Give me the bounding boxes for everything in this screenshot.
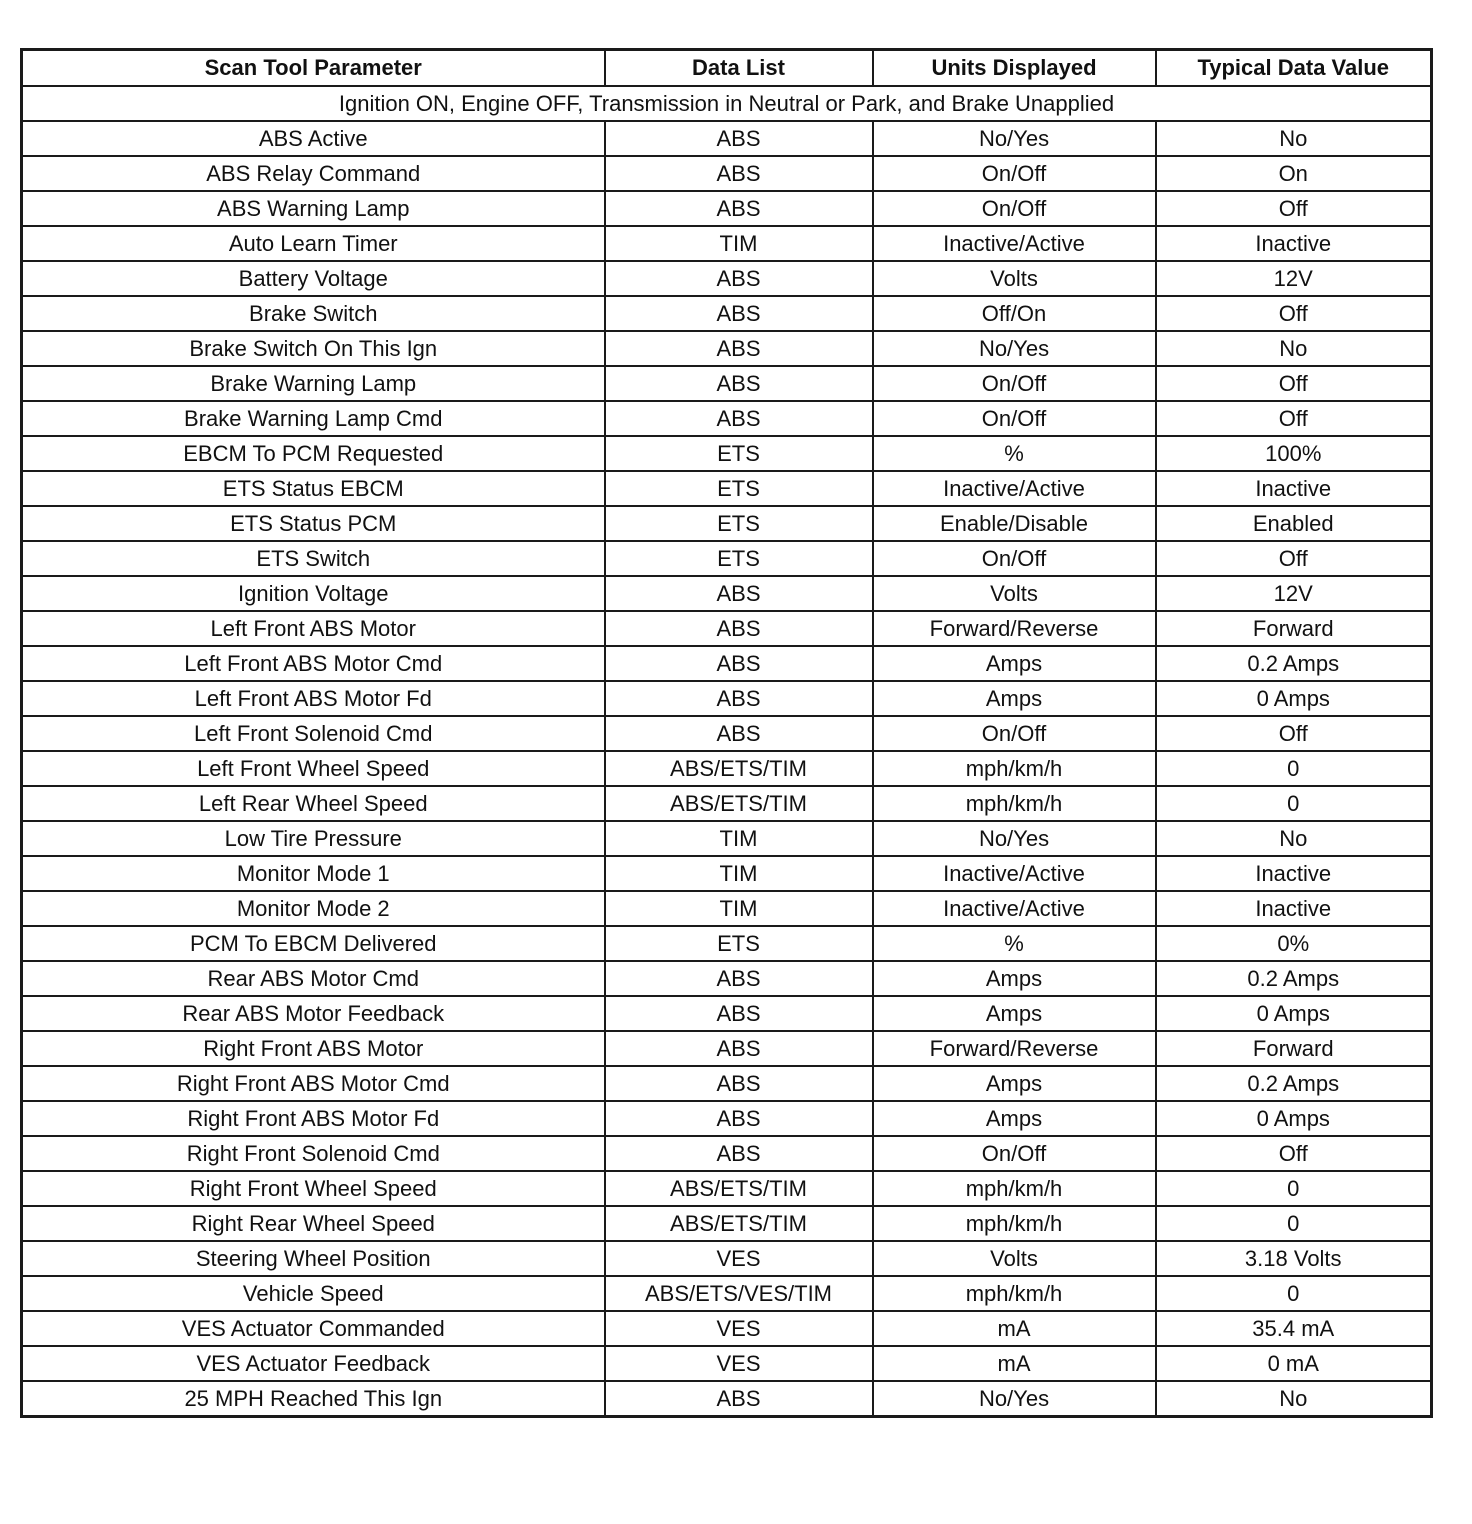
cell-data-list: ABS [605, 961, 873, 996]
table-row [22, 156, 1432, 191]
table-row [22, 366, 1432, 401]
cell-parameter: VES Actuator Feedback [22, 1346, 605, 1381]
cell-parameter: Right Rear Wheel Speed [22, 1206, 605, 1241]
cell-data-list: ABS [605, 1031, 873, 1066]
table-row [22, 261, 1432, 296]
table-row [22, 1276, 1432, 1311]
cell-typical-value: 3.18 Volts [1156, 1241, 1432, 1276]
cell-units: No/Yes [873, 821, 1156, 856]
cell-data-list: ABS [605, 296, 873, 331]
cell-typical-value: 100% [1156, 436, 1432, 471]
cell-units: On/Off [873, 366, 1156, 401]
cell-typical-value: Forward [1156, 611, 1432, 646]
table-row [22, 926, 1432, 961]
table-row [22, 576, 1432, 611]
cell-units: % [873, 436, 1156, 471]
table-row [22, 856, 1432, 891]
table-row [22, 1311, 1432, 1346]
header-typical-data-value: Typical Data Value [1156, 50, 1432, 87]
table-row [22, 541, 1432, 576]
table-row [22, 1066, 1432, 1101]
table-row [22, 296, 1432, 331]
cell-parameter: ETS Status EBCM [22, 471, 605, 506]
cell-data-list: ETS [605, 471, 873, 506]
table-row [22, 751, 1432, 786]
cell-parameter: Left Front Wheel Speed [22, 751, 605, 786]
table-row [22, 506, 1432, 541]
table-row [22, 191, 1432, 226]
cell-parameter: Vehicle Speed [22, 1276, 605, 1311]
cell-parameter: Battery Voltage [22, 261, 605, 296]
cell-parameter: Auto Learn Timer [22, 226, 605, 261]
cell-data-list: TIM [605, 821, 873, 856]
cell-units: mA [873, 1311, 1156, 1346]
cell-units: No/Yes [873, 331, 1156, 366]
cell-typical-value: 0.2 Amps [1156, 1066, 1432, 1101]
cell-typical-value: No [1156, 1381, 1432, 1417]
cell-parameter: Brake Warning Lamp Cmd [22, 401, 605, 436]
cell-parameter: Right Front ABS Motor Cmd [22, 1066, 605, 1101]
cell-units: mph/km/h [873, 1206, 1156, 1241]
cell-typical-value: 0.2 Amps [1156, 961, 1432, 996]
header-scan-tool-parameter: Scan Tool Parameter [22, 50, 605, 87]
cell-typical-value: Inactive [1156, 856, 1432, 891]
cell-typical-value: Enabled [1156, 506, 1432, 541]
table-row [22, 471, 1432, 506]
cell-typical-value: Inactive [1156, 226, 1432, 261]
cell-parameter: Rear ABS Motor Cmd [22, 961, 605, 996]
cell-units: Amps [873, 996, 1156, 1031]
cell-units: Inactive/Active [873, 856, 1156, 891]
cell-data-list: ABS/ETS/TIM [605, 786, 873, 821]
cell-units: Amps [873, 1101, 1156, 1136]
cell-typical-value: 12V [1156, 576, 1432, 611]
table-row [22, 1171, 1432, 1206]
table-body [22, 121, 1432, 1417]
cell-typical-value: Off [1156, 191, 1432, 226]
cell-units: On/Off [873, 191, 1156, 226]
table-row [22, 1241, 1432, 1276]
cell-data-list: ETS [605, 506, 873, 541]
header-units-displayed: Units Displayed [873, 50, 1156, 87]
cell-typical-value: No [1156, 121, 1432, 156]
cell-data-list: ABS [605, 121, 873, 156]
table-row [22, 891, 1432, 926]
cell-typical-value: Off [1156, 296, 1432, 331]
cell-typical-value: Inactive [1156, 471, 1432, 506]
cell-units: Volts [873, 261, 1156, 296]
cell-data-list: VES [605, 1311, 873, 1346]
table-row [22, 331, 1432, 366]
cell-typical-value: 0% [1156, 926, 1432, 961]
table-row [22, 1381, 1432, 1417]
cell-units: On/Off [873, 716, 1156, 751]
cell-data-list: ABS [605, 681, 873, 716]
cell-data-list: ABS [605, 366, 873, 401]
cell-data-list: ABS/ETS/VES/TIM [605, 1276, 873, 1311]
table-row [22, 121, 1432, 156]
cell-units: Amps [873, 681, 1156, 716]
cell-units: mph/km/h [873, 751, 1156, 786]
cell-parameter: ETS Switch [22, 541, 605, 576]
cell-units: On/Off [873, 156, 1156, 191]
table-row [22, 821, 1432, 856]
cell-units: Amps [873, 961, 1156, 996]
cell-parameter: Left Front ABS Motor Cmd [22, 646, 605, 681]
cell-data-list: ABS [605, 576, 873, 611]
table-row [22, 611, 1432, 646]
table-row [22, 996, 1432, 1031]
cell-parameter: ETS Status PCM [22, 506, 605, 541]
cell-units: Amps [873, 1066, 1156, 1101]
cell-parameter: Ignition Voltage [22, 576, 605, 611]
table-row [22, 436, 1432, 471]
cell-data-list: ETS [605, 541, 873, 576]
cell-data-list: ABS [605, 611, 873, 646]
cell-typical-value: 0 [1156, 786, 1432, 821]
cell-units: Inactive/Active [873, 891, 1156, 926]
table-row [22, 786, 1432, 821]
cell-units: Volts [873, 1241, 1156, 1276]
cell-units: No/Yes [873, 121, 1156, 156]
cell-parameter: Brake Switch [22, 296, 605, 331]
cell-typical-value: 35.4 mA [1156, 1311, 1432, 1346]
cell-parameter: Monitor Mode 1 [22, 856, 605, 891]
table-row [22, 646, 1432, 681]
table-row [22, 1206, 1432, 1241]
cell-typical-value: 0 Amps [1156, 1101, 1432, 1136]
cell-data-list: ABS [605, 331, 873, 366]
cell-data-list: ABS [605, 646, 873, 681]
cell-parameter: Left Rear Wheel Speed [22, 786, 605, 821]
cell-data-list: ABS [605, 1066, 873, 1101]
cell-parameter: Right Front ABS Motor [22, 1031, 605, 1066]
cell-typical-value: 0 [1156, 751, 1432, 786]
cell-units: % [873, 926, 1156, 961]
cell-units: mph/km/h [873, 1276, 1156, 1311]
cell-data-list: ABS/ETS/TIM [605, 751, 873, 786]
cell-data-list: TIM [605, 891, 873, 926]
cell-data-list: ABS [605, 996, 873, 1031]
cell-data-list: ABS [605, 1101, 873, 1136]
header-data-list: Data List [605, 50, 873, 87]
cell-typical-value: 12V [1156, 261, 1432, 296]
table-row [22, 1136, 1432, 1171]
cell-units: On/Off [873, 1136, 1156, 1171]
cell-typical-value: Off [1156, 1136, 1432, 1171]
table-row [22, 1101, 1432, 1136]
cell-units: On/Off [873, 401, 1156, 436]
cell-units: mph/km/h [873, 1171, 1156, 1206]
cell-parameter: 25 MPH Reached This Ign [22, 1381, 605, 1417]
cell-parameter: Rear ABS Motor Feedback [22, 996, 605, 1031]
cell-data-list: ABS [605, 401, 873, 436]
cell-typical-value: Inactive [1156, 891, 1432, 926]
condition-row [22, 86, 1432, 121]
cell-units: No/Yes [873, 1381, 1156, 1417]
cell-parameter: Left Front ABS Motor [22, 611, 605, 646]
cell-parameter: Monitor Mode 2 [22, 891, 605, 926]
cell-data-list: TIM [605, 856, 873, 891]
cell-data-list: ABS [605, 1136, 873, 1171]
cell-parameter: Brake Switch On This Ign [22, 331, 605, 366]
table-row [22, 401, 1432, 436]
cell-typical-value: 0 mA [1156, 1346, 1432, 1381]
cell-parameter: Left Front ABS Motor Fd [22, 681, 605, 716]
cell-typical-value: No [1156, 821, 1432, 856]
cell-data-list: ABS [605, 191, 873, 226]
table-row [22, 226, 1432, 261]
table-header-row [22, 50, 1432, 87]
cell-units: Off/On [873, 296, 1156, 331]
cell-parameter: ABS Warning Lamp [22, 191, 605, 226]
cell-typical-value: 0 Amps [1156, 996, 1432, 1031]
table-row [22, 681, 1432, 716]
cell-units: Forward/Reverse [873, 1031, 1156, 1066]
cell-parameter: Left Front Solenoid Cmd [22, 716, 605, 751]
cell-data-list: ETS [605, 436, 873, 471]
cell-units: On/Off [873, 541, 1156, 576]
cell-typical-value: Off [1156, 541, 1432, 576]
cell-data-list: ABS/ETS/TIM [605, 1206, 873, 1241]
cell-units: Volts [873, 576, 1156, 611]
cell-typical-value: On [1156, 156, 1432, 191]
cell-parameter: PCM To EBCM Delivered [22, 926, 605, 961]
table-row [22, 1031, 1432, 1066]
cell-data-list: ABS [605, 1381, 873, 1417]
cell-parameter: VES Actuator Commanded [22, 1311, 605, 1346]
cell-data-list: VES [605, 1346, 873, 1381]
cell-typical-value: Off [1156, 401, 1432, 436]
cell-typical-value: No [1156, 331, 1432, 366]
table-row [22, 716, 1432, 751]
cell-units: mA [873, 1346, 1156, 1381]
cell-data-list: TIM [605, 226, 873, 261]
cell-typical-value: 0 Amps [1156, 681, 1432, 716]
cell-units: Enable/Disable [873, 506, 1156, 541]
cell-typical-value: 0 [1156, 1276, 1432, 1311]
cell-typical-value: Forward [1156, 1031, 1432, 1066]
test-condition: Ignition ON, Engine OFF, Transmission in Neutral or Park, and Brake Unapplied [22, 86, 1432, 121]
cell-units: Inactive/Active [873, 226, 1156, 261]
cell-parameter: Right Front Solenoid Cmd [22, 1136, 605, 1171]
cell-typical-value: 0 [1156, 1171, 1432, 1206]
cell-units: Inactive/Active [873, 471, 1156, 506]
cell-parameter: Right Front ABS Motor Fd [22, 1101, 605, 1136]
cell-typical-value: Off [1156, 366, 1432, 401]
cell-data-list: ABS/ETS/TIM [605, 1171, 873, 1206]
cell-parameter: ABS Relay Command [22, 156, 605, 191]
cell-data-list: ETS [605, 926, 873, 961]
cell-data-list: VES [605, 1241, 873, 1276]
table-row [22, 961, 1432, 996]
scan-tool-data-table [20, 48, 1433, 1418]
cell-data-list: ABS [605, 261, 873, 296]
cell-parameter: Low Tire Pressure [22, 821, 605, 856]
cell-typical-value: Off [1156, 716, 1432, 751]
cell-typical-value: 0 [1156, 1206, 1432, 1241]
document-page [20, 48, 1430, 1418]
cell-units: Amps [873, 646, 1156, 681]
cell-parameter: EBCM To PCM Requested [22, 436, 605, 471]
cell-units: Forward/Reverse [873, 611, 1156, 646]
cell-data-list: ABS [605, 156, 873, 191]
cell-parameter: Right Front Wheel Speed [22, 1171, 605, 1206]
cell-parameter: Brake Warning Lamp [22, 366, 605, 401]
cell-units: mph/km/h [873, 786, 1156, 821]
table-row [22, 1346, 1432, 1381]
cell-parameter: ABS Active [22, 121, 605, 156]
cell-parameter: Steering Wheel Position [22, 1241, 605, 1276]
cell-typical-value: 0.2 Amps [1156, 646, 1432, 681]
cell-data-list: ABS [605, 716, 873, 751]
